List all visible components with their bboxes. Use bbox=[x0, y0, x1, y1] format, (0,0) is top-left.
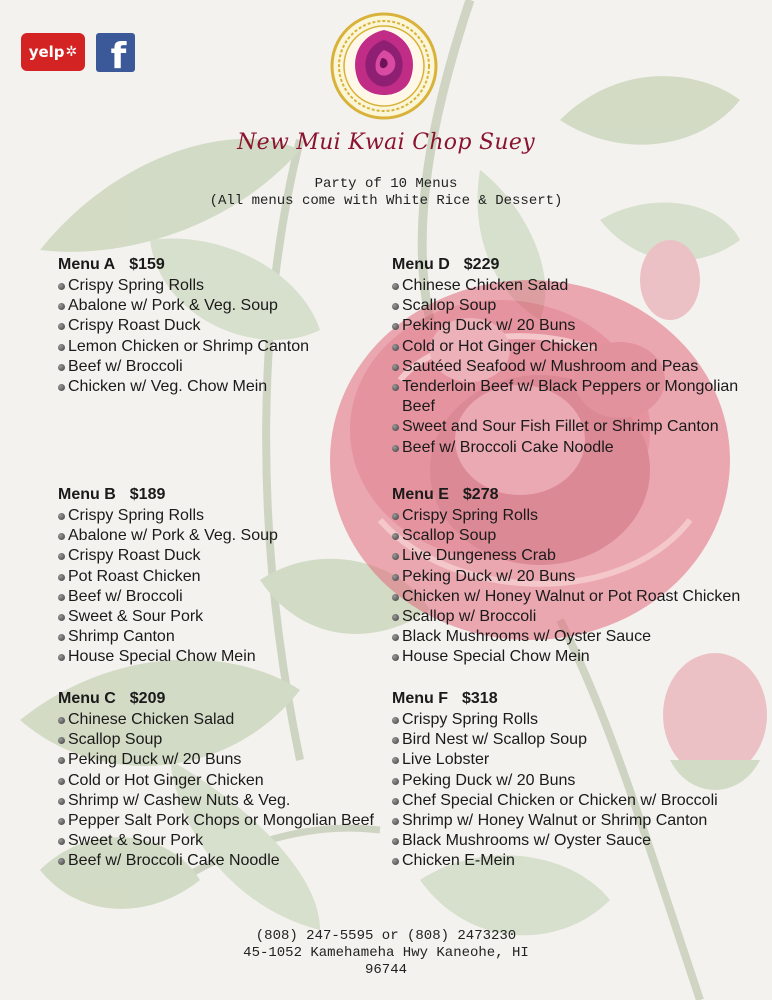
menu-item-text: Pepper Salt Pork Chops or Mongolian Beef bbox=[68, 812, 374, 830]
menu-item bbox=[392, 607, 760, 627]
menu-item bbox=[58, 506, 378, 526]
menu-item bbox=[392, 710, 760, 730]
menu-item bbox=[58, 587, 378, 607]
menu-item bbox=[58, 811, 378, 831]
menu-item bbox=[392, 357, 760, 377]
menu-title: Menu B bbox=[58, 486, 116, 503]
menu-price: $159 bbox=[129, 256, 165, 273]
bullet-icon bbox=[392, 757, 399, 764]
menu-item-text: Chicken w/ Honey Walnut or Pot Roast Chicken bbox=[402, 587, 741, 605]
menu-item bbox=[58, 627, 378, 647]
menu-item-text: Beef w/ Broccoli Cake Noodle bbox=[402, 438, 614, 456]
menu-title: Menu C bbox=[58, 690, 116, 707]
menu-title: Menu D bbox=[392, 256, 450, 273]
menu-item bbox=[58, 316, 378, 336]
menu-item-text: Chicken E-Mein bbox=[402, 852, 515, 870]
menu-item bbox=[392, 831, 760, 851]
menu-item bbox=[392, 567, 760, 587]
bullet-icon bbox=[58, 818, 65, 825]
bullet-icon bbox=[58, 323, 65, 330]
menu-item-text: Sweet and Sour Fish Fillet or Shrimp Canton bbox=[402, 418, 719, 436]
bullet-icon bbox=[58, 303, 65, 310]
menu-d bbox=[392, 256, 760, 458]
menu-heading bbox=[392, 256, 760, 274]
bullet-icon bbox=[58, 533, 65, 540]
menu-item-text: Peking Duck w/ 20 Buns bbox=[402, 771, 576, 789]
menu-item bbox=[58, 567, 378, 587]
yelp-burst-icon: ✲ bbox=[65, 44, 78, 60]
menu-item-list bbox=[392, 710, 760, 872]
menu-item bbox=[392, 276, 760, 296]
menu-item-list bbox=[392, 506, 760, 668]
menu-item bbox=[392, 811, 760, 831]
bullet-icon bbox=[392, 344, 399, 351]
menu-item-text: Scallop Soup bbox=[402, 527, 497, 545]
bullet-icon bbox=[392, 384, 399, 391]
menu-item-text: Cold or Hot Ginger Chicken bbox=[68, 771, 264, 789]
bullet-icon bbox=[392, 445, 399, 452]
contact-info bbox=[0, 928, 772, 979]
menu-item-text: Peking Duck w/ 20 Buns bbox=[402, 567, 576, 585]
menu-item bbox=[392, 647, 760, 667]
bullet-icon bbox=[58, 574, 65, 581]
menu-item bbox=[392, 506, 760, 526]
menu-item-text: Beef w/ Broccoli bbox=[68, 587, 183, 605]
address-line-1: 45-1052 Kamehameha Hwy Kaneohe, HI bbox=[243, 945, 529, 961]
menu-item-text: Scallop w/ Broccoli bbox=[402, 608, 537, 626]
restaurant-name: New Mui Kwai Chop Suey bbox=[237, 130, 535, 155]
menu-item bbox=[58, 710, 378, 730]
menu-item-text: Abalone w/ Pork & Veg. Soup bbox=[68, 297, 278, 315]
bullet-icon bbox=[392, 594, 399, 601]
menu-item bbox=[392, 296, 760, 316]
menu-item bbox=[392, 438, 760, 458]
menu-item bbox=[58, 647, 378, 667]
menu-item-text: Shrimp w/ Cashew Nuts & Veg. bbox=[68, 791, 291, 809]
bullet-icon bbox=[392, 838, 399, 845]
menu-item-text: Crispy Roast Duck bbox=[68, 317, 201, 335]
bullet-icon bbox=[58, 614, 65, 621]
bullet-icon bbox=[392, 553, 399, 560]
bullet-icon bbox=[392, 858, 399, 865]
bullet-icon bbox=[58, 798, 65, 805]
bullet-icon bbox=[392, 513, 399, 520]
menu-item bbox=[58, 851, 378, 871]
menu-price: $209 bbox=[129, 690, 166, 707]
bullet-icon bbox=[58, 513, 65, 520]
menu-item-text: Chef Special Chicken or Chicken w/ Broccoli bbox=[402, 791, 718, 809]
menu-item bbox=[58, 526, 378, 546]
menu-item-list bbox=[58, 276, 378, 397]
menu-a bbox=[58, 256, 378, 397]
menu-item-text: Scallop Soup bbox=[68, 731, 163, 749]
menu-item bbox=[392, 851, 760, 871]
menu-item-text: Sweet & Sour Pork bbox=[68, 608, 204, 626]
bullet-icon bbox=[392, 778, 399, 785]
menu-item-text: Crispy Spring Rolls bbox=[402, 507, 539, 524]
bullet-icon bbox=[392, 818, 399, 825]
menu-item-text: House Special Chow Mein bbox=[402, 648, 590, 666]
bullet-icon bbox=[58, 344, 65, 351]
bullet-icon bbox=[58, 757, 65, 764]
intro-text bbox=[0, 176, 772, 210]
menu-item bbox=[392, 377, 760, 417]
menu-heading bbox=[58, 486, 378, 504]
menu-item-text: Peking Duck w/ 20 Buns bbox=[402, 317, 576, 335]
menu-item bbox=[58, 831, 378, 851]
menu-item-text: Chicken w/ Veg. Chow Mein bbox=[68, 378, 268, 396]
menu-e bbox=[392, 486, 760, 668]
bullet-icon bbox=[58, 283, 65, 290]
menu-item bbox=[58, 730, 378, 750]
facebook-button[interactable] bbox=[96, 33, 135, 72]
menu-heading bbox=[392, 690, 760, 708]
bullet-icon bbox=[392, 533, 399, 540]
menu-price: $229 bbox=[463, 256, 500, 273]
menu-item-text: Tenderloin Beef w/ Black Peppers or Mongolian Beef bbox=[402, 378, 739, 416]
bullet-icon bbox=[58, 737, 65, 744]
menu-item-text: Beef w/ Broccoli bbox=[68, 357, 183, 375]
menu-item-text: Abalone w/ Pork & Veg. Soup bbox=[68, 527, 278, 545]
menu-item-text: Chinese Chicken Salad bbox=[402, 277, 569, 294]
menu-item bbox=[58, 296, 378, 316]
menu-item bbox=[392, 771, 760, 791]
menu-item-text: Black Mushrooms w/ Oyster Sauce bbox=[402, 832, 651, 850]
menu-item-list bbox=[58, 710, 378, 872]
menu-item-text: Crispy Spring Rolls bbox=[68, 507, 205, 524]
menu-item bbox=[58, 750, 378, 770]
menu-item-text: Crispy Spring Rolls bbox=[402, 711, 539, 728]
menu-item bbox=[58, 337, 378, 357]
menu-item bbox=[58, 791, 378, 811]
menu-item-text: Black Mushrooms w/ Oyster Sauce bbox=[402, 628, 651, 646]
bullet-icon bbox=[58, 634, 65, 641]
bullet-icon bbox=[58, 717, 65, 724]
menu-item bbox=[392, 337, 760, 357]
menu-item-text: Scallop Soup bbox=[402, 297, 497, 315]
menu-item-text: Live Lobster bbox=[402, 751, 490, 769]
menu-item bbox=[58, 546, 378, 566]
menu-item-text: Crispy Roast Duck bbox=[68, 547, 201, 565]
bullet-icon bbox=[392, 717, 399, 724]
bullet-icon bbox=[58, 364, 65, 371]
facebook-icon: f bbox=[110, 36, 127, 72]
address-line-2: 96744 bbox=[364, 962, 407, 978]
menu-heading bbox=[392, 486, 760, 504]
bullet-icon bbox=[58, 384, 65, 391]
menu-item bbox=[392, 316, 760, 336]
menu-c bbox=[58, 690, 378, 872]
menu-item bbox=[392, 750, 760, 770]
bullet-icon bbox=[392, 574, 399, 581]
menu-item bbox=[392, 627, 760, 647]
menu-item-list bbox=[392, 276, 760, 458]
menu-item bbox=[392, 587, 760, 607]
bullet-icon bbox=[58, 838, 65, 845]
bullet-icon bbox=[392, 364, 399, 371]
menu-item-text: Lemon Chicken or Shrimp Canton bbox=[68, 337, 310, 355]
menu-item-text: Shrimp Canton bbox=[68, 628, 175, 646]
menu-item-text: Chinese Chicken Salad bbox=[68, 711, 235, 728]
menu-item-text: House Special Chow Mein bbox=[68, 648, 256, 666]
menu-price: $278 bbox=[462, 486, 499, 503]
menu-item-text: Live Dungeness Crab bbox=[402, 547, 556, 565]
menu-item bbox=[392, 730, 760, 750]
menu-item-list bbox=[58, 506, 378, 668]
bullet-icon bbox=[392, 283, 399, 290]
menu-f bbox=[392, 690, 760, 872]
bullet-icon bbox=[392, 424, 399, 431]
menu-item-text: Cold or Hot Ginger Chicken bbox=[402, 337, 598, 355]
menu-b bbox=[58, 486, 378, 668]
menu-item bbox=[58, 357, 378, 377]
menu-item-text: Beef w/ Broccoli Cake Noodle bbox=[68, 852, 280, 870]
menu-item-text: Sweet & Sour Pork bbox=[68, 832, 204, 850]
menu-item-text: Sautéed Seafood w/ Mushroom and Peas bbox=[402, 357, 699, 375]
menu-item bbox=[58, 377, 378, 397]
bullet-icon bbox=[58, 654, 65, 661]
menu-price: $189 bbox=[129, 486, 166, 503]
bullet-icon bbox=[392, 303, 399, 310]
menu-item bbox=[392, 417, 760, 437]
yelp-icon: yelp bbox=[28, 43, 65, 61]
phone-numbers: (808) 247-5595 or (808) 2473230 bbox=[255, 928, 517, 944]
bullet-icon bbox=[58, 594, 65, 601]
menu-item-text: Pot Roast Chicken bbox=[68, 567, 201, 585]
bullet-icon bbox=[392, 737, 399, 744]
yelp-button[interactable] bbox=[21, 33, 85, 71]
menu-item bbox=[392, 791, 760, 811]
menu-title: Menu A bbox=[58, 256, 116, 273]
menu-title: Menu E bbox=[392, 486, 449, 503]
bullet-icon bbox=[392, 654, 399, 661]
menu-title: Menu F bbox=[392, 690, 448, 707]
bullet-icon bbox=[392, 798, 399, 805]
rose-logo-icon bbox=[330, 12, 438, 120]
menu-price: $318 bbox=[462, 690, 498, 707]
bullet-icon bbox=[392, 634, 399, 641]
menu-item-text: Bird Nest w/ Scallop Soup bbox=[402, 731, 587, 749]
bullet-icon bbox=[392, 323, 399, 330]
bullet-icon bbox=[58, 858, 65, 865]
menu-item bbox=[392, 526, 760, 546]
menu-heading bbox=[58, 690, 378, 708]
bullet-icon bbox=[392, 614, 399, 621]
menu-item-text: Shrimp w/ Honey Walnut or Shrimp Canton bbox=[402, 812, 708, 830]
menu-item-text: Crispy Spring Rolls bbox=[68, 277, 205, 294]
menu-heading bbox=[58, 256, 378, 274]
bullet-icon bbox=[58, 778, 65, 785]
menu-item bbox=[58, 771, 378, 791]
menu-item-text: Peking Duck w/ 20 Buns bbox=[68, 751, 242, 769]
menu-item bbox=[58, 607, 378, 627]
intro-note: (All menus come with White Rice & Dessert) bbox=[209, 193, 563, 209]
menu-item bbox=[58, 276, 378, 296]
intro-heading: Party of 10 Menus bbox=[314, 176, 458, 192]
menu-item bbox=[392, 546, 760, 566]
bullet-icon bbox=[58, 553, 65, 560]
